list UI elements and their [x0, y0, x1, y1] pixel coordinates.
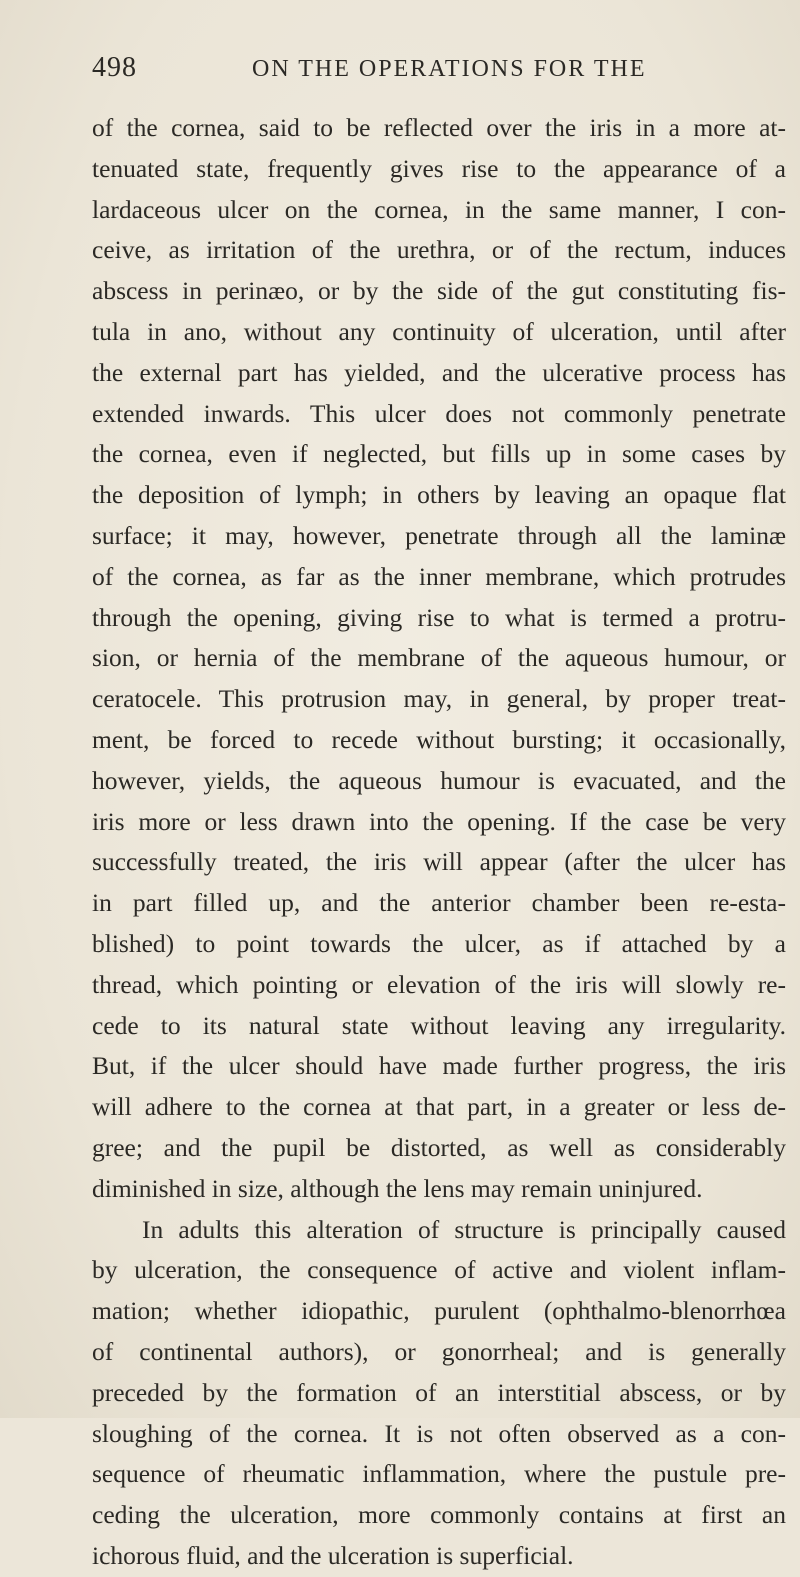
text-line: surface; it may, however, penetrate through all the laminæ	[92, 520, 786, 550]
text-line: the external part has yielded, and the ulcerative process has	[92, 357, 786, 387]
text-line: ceding the ulceration, more commonly contains at first an	[92, 1500, 786, 1530]
page-header	[92, 52, 772, 92]
running-head: ON THE OPERATIONS FOR THE	[252, 56, 647, 82]
text-line: the deposition of lymph; in others by leaving an opaque flat	[92, 480, 786, 510]
text-line: by ulceration, the consequence of active and violent inflam-	[92, 1255, 786, 1285]
text-line: In adults this alteration of structure is principally caused	[142, 1214, 786, 1244]
text-line: diminished in size, although the lens may remain uninjured.	[92, 1173, 703, 1203]
text-line: sequence of rheumatic inflammation, where the pustule pre-	[92, 1459, 786, 1489]
text-line: gree; and the pupil be distorted, as well as considerably	[92, 1132, 786, 1162]
text-line: abscess in perinæo, or by the side of the gut constituting fis-	[92, 276, 786, 306]
page-number: 498	[92, 52, 137, 83]
text-line: ceive, as irritation of the urethra, or of the rectum, induces	[92, 235, 786, 265]
text-line: thread, which pointing or elevation of the iris will slowly re-	[92, 969, 786, 999]
text-line: mation; whether idiopathic, purulent (ophthalmo-blenorrhœa	[92, 1296, 786, 1326]
text-line: tula in ano, without any continuity of ulceration, until after	[92, 316, 786, 346]
text-line: through the opening, giving rise to what is termed a protru-	[92, 602, 786, 632]
text-line: ceratocele. This protrusion may, in general, by proper treat-	[92, 684, 786, 714]
text-line: sloughing of the cornea. It is not often observed as a con-	[92, 1418, 786, 1448]
text-line: of the cornea, as far as the inner membrane, which protrudes	[92, 561, 786, 591]
text-line: iris more or less drawn into the opening. If the case be very	[92, 806, 786, 836]
text-line: however, yields, the aqueous humour is evacuated, and the	[92, 765, 786, 795]
text-line: successfully treated, the iris will appear (after the ulcer has	[92, 847, 786, 877]
text-line: cede to its natural state without leaving any irregularity.	[92, 1010, 786, 1040]
text-line: of the cornea, said to be reflected over the iris in a more at-	[92, 113, 786, 142]
text-line: extended inwards. This ulcer does not commonly penetrate	[92, 398, 786, 428]
text-line: blished) to point towards the ulcer, as if attached by a	[92, 928, 786, 958]
body-text	[92, 108, 786, 1577]
text-line: sion, or hernia of the membrane of the aqueous humour, or	[92, 643, 786, 673]
text-line: will adhere to the cornea at that part, in a greater or less de-	[92, 1092, 786, 1122]
text-line: the cornea, even if neglected, but fills up in some cases by	[92, 439, 786, 469]
text-line: ichorous fluid, and the ulceration is superficial.	[92, 1540, 574, 1570]
text-line: in part filled up, and the anterior chamber been re-esta-	[92, 888, 786, 918]
text-line: ment, be forced to recede without bursting; it occasionally,	[92, 724, 786, 754]
text-line: But, if the ulcer should have made further progress, the iris	[92, 1051, 786, 1081]
text-line: tenuated state, frequently gives rise to the appearance of a	[92, 153, 786, 183]
text-line: lardaceous ulcer on the cornea, in the same manner, I con-	[92, 194, 786, 224]
text-line: of continental authors), or gonorrheal; and is generally	[92, 1336, 786, 1366]
text-line: preceded by the formation of an interstitial abscess, or by	[92, 1377, 786, 1407]
